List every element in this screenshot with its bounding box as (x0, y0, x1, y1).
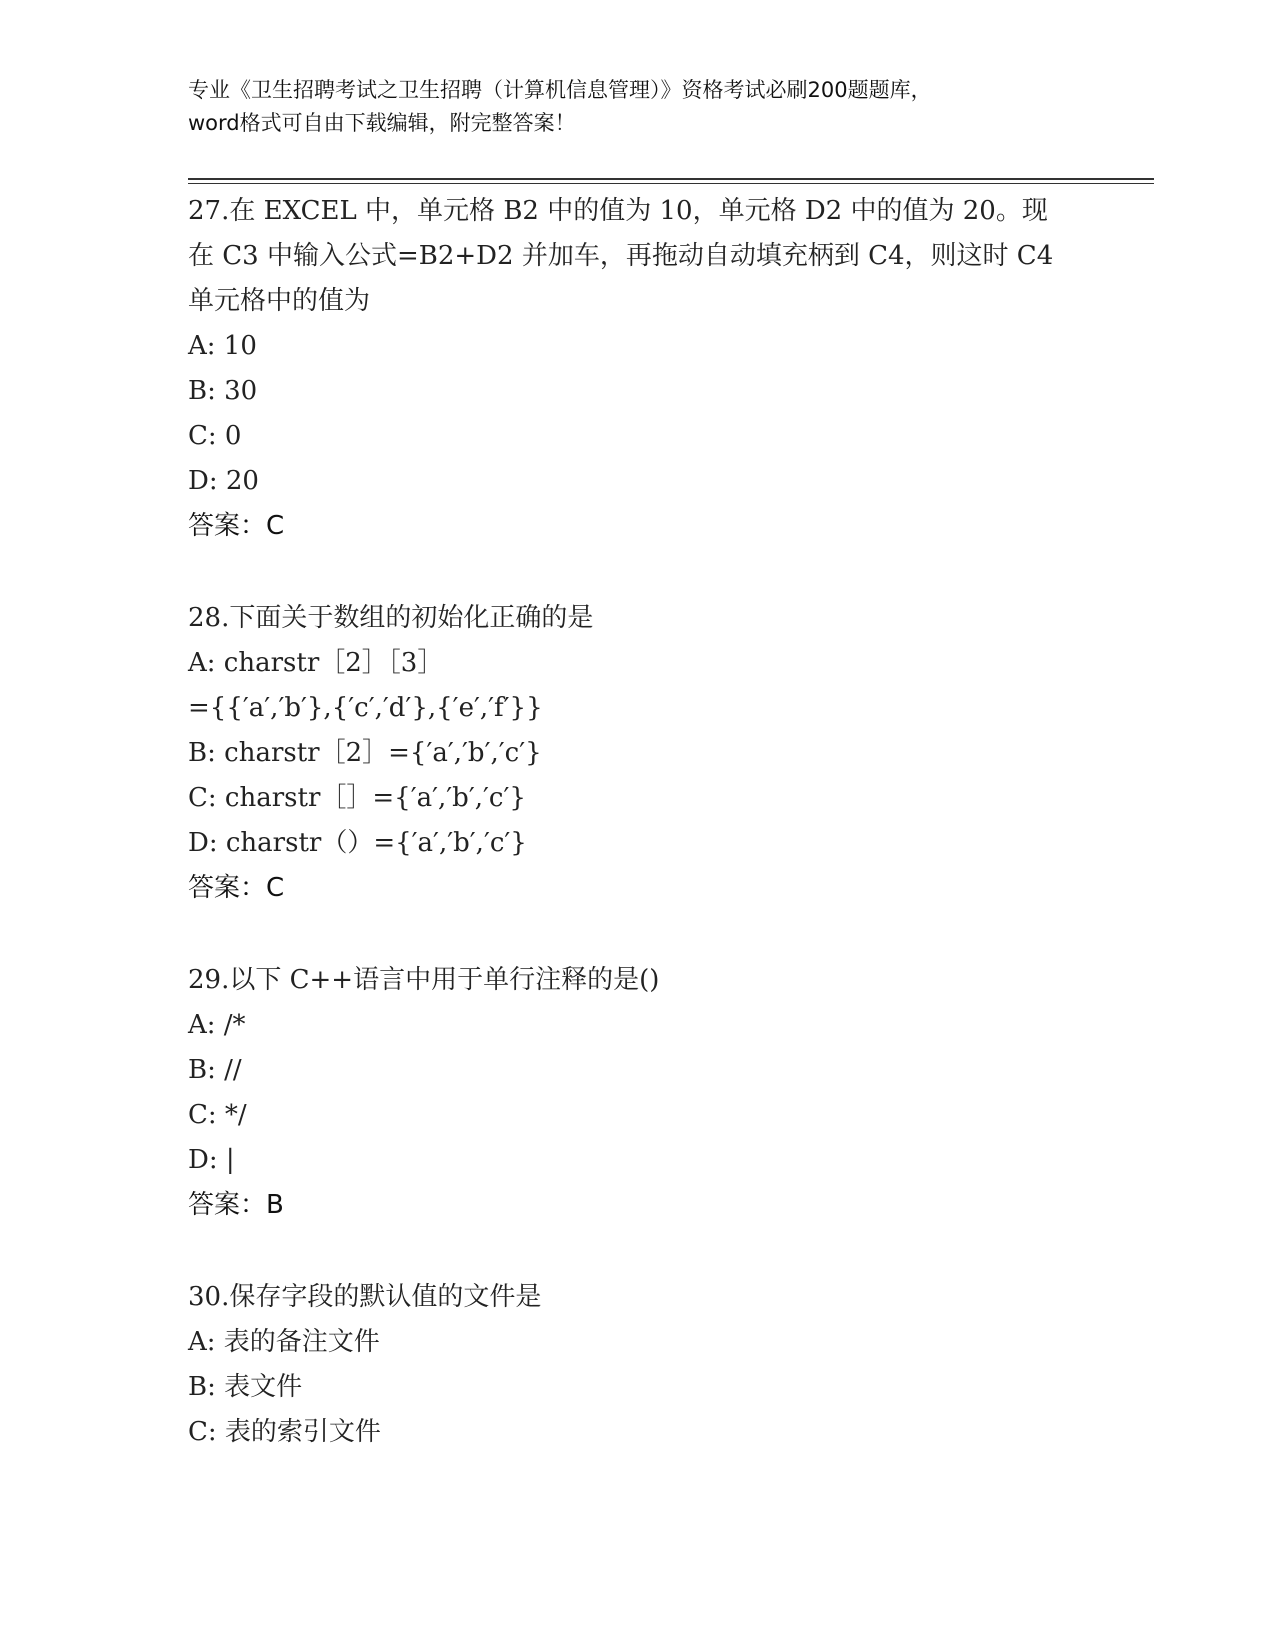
option-b: B: charstr［2］={′a′,′b′,′c′} (188, 738, 542, 768)
option-d: D: 20 (188, 466, 259, 496)
document-header (188, 74, 1088, 140)
option-a: A: 10 (188, 331, 257, 361)
header-divider-thin (188, 183, 1154, 184)
question-stem: 27.在 EXCEL 中，单元格 B2 中的值为 10，单元格 D2 中的值为 20。现在 C3 中输入公式=B2+D2 并加车，再拖动自动填充柄到 C4，则这时 C4 单元格中的值为 (188, 196, 1054, 316)
header-divider-thick (188, 178, 1154, 180)
option-a: A: /* (188, 1010, 246, 1040)
header-line-1: 专业《卫生招聘考试之卫生招聘（计算机信息管理）》资格考试必刷200题题库， (188, 78, 932, 102)
answer-label: 答案：C (188, 511, 285, 541)
option-b: B: 30 (188, 376, 258, 406)
option-d: D: charstr（）={′a′,′b′,′c′} (188, 828, 527, 858)
question-stem: 29.以下 C++语言中用于单行注释的是() (188, 965, 660, 995)
header-line-2: word格式可自由下载编辑，附完整答案！ (188, 111, 576, 135)
option-c: C: 0 (188, 421, 242, 451)
question-stem: 30.保存字段的默认值的文件是 (188, 1282, 542, 1312)
option-a-continued: ={{′a′,′b′},{′c′,′d′},{′e′,′f′}} (188, 693, 543, 723)
answer-label: 答案：B (188, 1190, 284, 1220)
question-29 (188, 958, 1068, 1228)
question-stem: 28.下面关于数组的初始化正确的是 (188, 603, 594, 633)
question-28 (188, 596, 1068, 911)
answer-label: 答案：C (188, 873, 285, 903)
option-c: C: */ (188, 1100, 247, 1130)
option-b: B: // (188, 1055, 242, 1085)
question-27 (188, 189, 1068, 549)
option-d: D: | (188, 1145, 235, 1175)
option-a: A: 表的备注文件 (188, 1327, 380, 1357)
option-b: B: 表文件 (188, 1372, 303, 1402)
question-list (188, 189, 1068, 1502)
option-c: C: charstr［］={′a′,′b′,′c′} (188, 783, 526, 813)
option-c: C: 表的索引文件 (188, 1417, 381, 1447)
option-a: A: charstr［2］［3］ (188, 648, 444, 678)
question-30 (188, 1275, 1068, 1455)
